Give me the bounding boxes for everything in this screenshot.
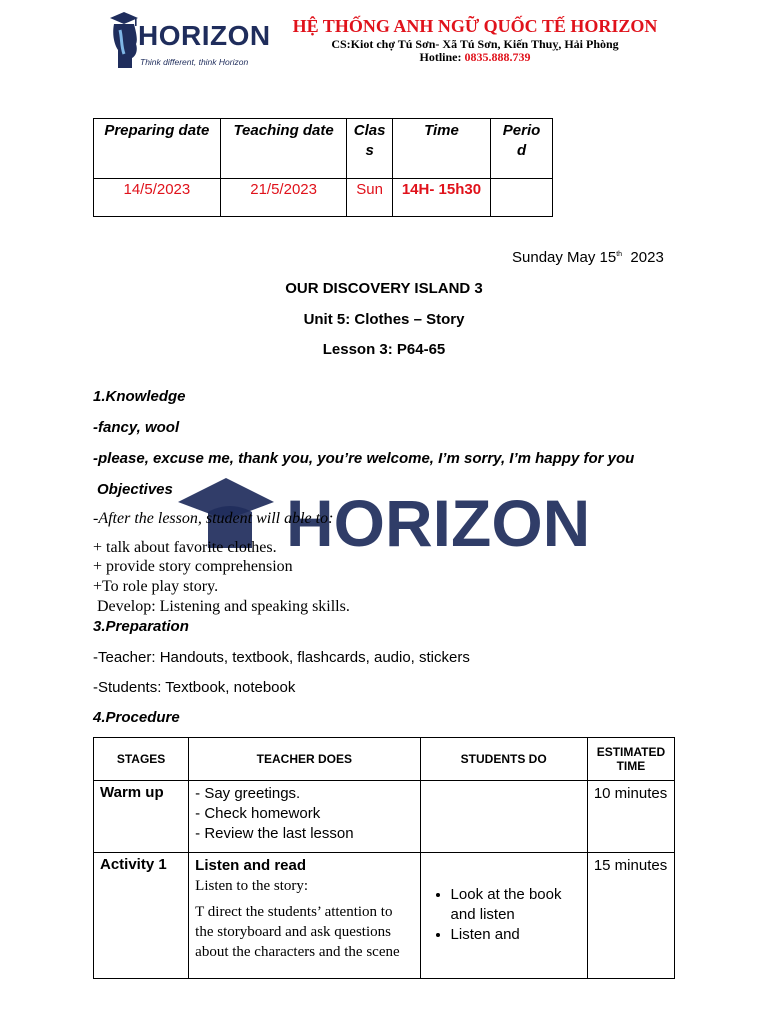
school-address: CS:Kiot chợ Tú Sơn- Xã Tú Sơn, Kiến Thuỵ, Hải Phòng (331, 37, 619, 51)
value-teaching-date: 21/5/2023 (220, 179, 347, 217)
objectives-heading: Objectives (97, 481, 173, 498)
logo-tagline: Think different, think Horizon (140, 57, 249, 67)
school-name: HỆ THỐNG ANH NGỮ QUỐC TẾ HORIZON (292, 16, 658, 36)
warm-up-time: 10 minutes (587, 781, 674, 853)
warm-up-teacher: - Say greetings. - Check homework - Review the last lesson (189, 781, 420, 853)
watermark-text: HORIZON (286, 486, 591, 548)
hotline-number: 0835.888.739 (464, 50, 531, 64)
procedure-table (93, 737, 675, 979)
header-time: Time (392, 119, 490, 179)
hotline-label: Hotline: (419, 50, 462, 64)
knowledge-heading: 1.Knowledge (93, 388, 186, 405)
table-row (94, 853, 675, 979)
objective-4: Develop: Listening and speaking skills. (93, 598, 350, 615)
list-item: • Look at the book and listen (451, 885, 581, 925)
lesson-title: Lesson 3: P64-65 (322, 341, 446, 358)
logo-text: HORIZON (138, 20, 271, 51)
horizon-watermark (178, 468, 678, 548)
preparation-teacher: -Teacher: Handouts, textbook, flashcards, audio, stickers (93, 649, 470, 666)
header-period: Perio d (491, 119, 553, 179)
objectives-intro: -After the lesson, student will able to: (93, 510, 334, 527)
preparation-heading: 3.Preparation (93, 618, 189, 635)
procedure-heading: 4.Procedure (93, 709, 180, 726)
objective-3: +To role play story. (93, 578, 219, 595)
header-estimated-time: ESTIMATED TIME (587, 738, 674, 781)
warm-up-students (420, 781, 587, 853)
preparation-students: -Students: Textbook, notebook (93, 679, 296, 696)
objective-2: + provide story comprehension (93, 558, 293, 575)
value-time: 14H- 15h30 (392, 179, 490, 217)
book-title: OUR DISCOVERY ISLAND 3 (285, 280, 483, 297)
activity-1-teacher: Listen and read Listen to the story: T direct the students’ attention to the storyboard and ask questions about the characters and the scene (189, 853, 420, 979)
header-class: Clas s (347, 119, 392, 179)
header-teaching-date: Teaching date (220, 119, 347, 179)
header-teacher-does: TEACHER DOES (189, 738, 420, 781)
table-row (94, 781, 675, 853)
knowledge-vocab: -fancy, wool (93, 419, 180, 436)
school-hotline (260, 50, 690, 65)
lesson-info-table (93, 118, 553, 217)
list-item: • Listen and (451, 925, 581, 945)
objective-1: + talk about favorite clothes. (93, 539, 277, 556)
lesson-date: Sunday May 15th 2023 (512, 249, 664, 266)
value-period (491, 179, 553, 217)
header-students-do: STUDENTS DO (420, 738, 587, 781)
value-class: Sun (347, 179, 392, 217)
stage-warm-up: Warm up (94, 781, 189, 853)
activity-1-students (420, 853, 587, 979)
unit-title: Unit 5: Clothes – Story (303, 311, 465, 328)
header-stages: STAGES (94, 738, 189, 781)
value-preparing-date: 14/5/2023 (94, 179, 221, 217)
header-preparing-date: Preparing date (94, 119, 221, 179)
activity-1-time: 15 minutes (587, 853, 674, 979)
stage-activity-1: Activity 1 (94, 853, 189, 979)
knowledge-phrases: -please, excuse me, thank you, you’re welcome, I’m sorry, I’m happy for you (93, 450, 635, 467)
